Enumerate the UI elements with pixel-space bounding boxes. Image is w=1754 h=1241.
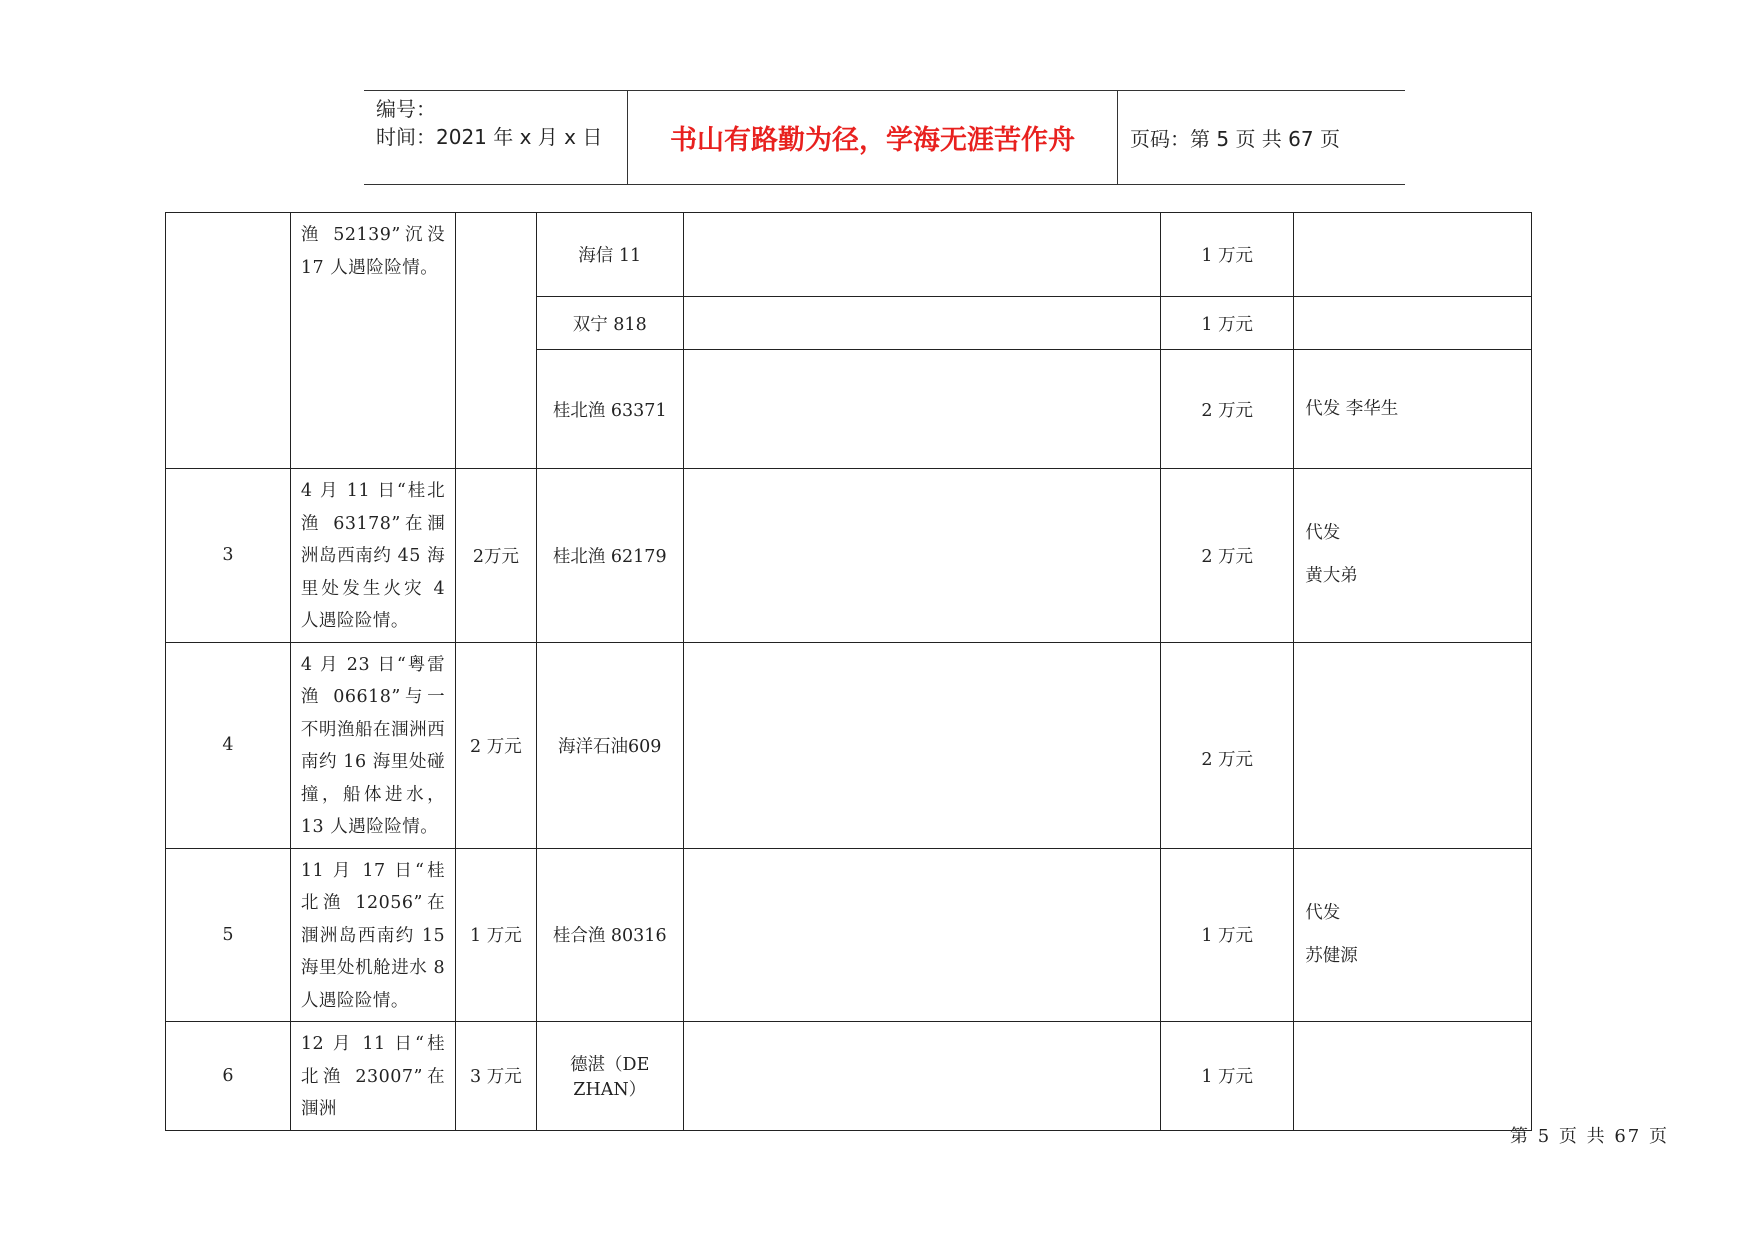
table-row xyxy=(166,642,1532,848)
note-cell xyxy=(1294,297,1532,350)
table-row xyxy=(166,848,1532,1022)
ship-name: 双宁 818 xyxy=(536,297,683,350)
note-cell xyxy=(1294,642,1532,848)
row-number: 3 xyxy=(166,469,291,643)
note-cell xyxy=(1294,848,1532,1022)
header-motto: 书山有路勤为径，学海无涯苦作舟 xyxy=(628,91,1118,184)
blank-cell xyxy=(683,213,1160,297)
blank-cell xyxy=(683,848,1160,1022)
ship-name: 桂合渔 80316 xyxy=(536,848,683,1022)
table-row xyxy=(166,213,1532,297)
note-cell: 代发 李华生 xyxy=(1294,350,1532,469)
ship-name: 桂北渔 62179 xyxy=(536,469,683,643)
table-row xyxy=(166,1022,1532,1131)
ship-name: 海洋石油609 xyxy=(536,642,683,848)
incident-amount: 1 万元 xyxy=(456,848,537,1022)
incident-description: 12 月 11 日“桂北渔 23007”在涠洲 xyxy=(290,1022,455,1131)
incident-amount: 2万元 xyxy=(456,469,537,643)
note-line: 黄大弟 xyxy=(1305,566,1358,587)
ship-name: 海信 11 xyxy=(536,213,683,297)
table-row xyxy=(166,469,1532,643)
ship-name: 桂北渔 63371 xyxy=(536,350,683,469)
incident-amount xyxy=(456,213,537,469)
reward-amount: 1 万元 xyxy=(1161,213,1294,297)
incident-description: 11 月 17 日“桂北渔 12056”在涠洲岛西南约 15 海里处机舱进水 8 人遇险险情。 xyxy=(290,848,455,1022)
reward-amount: 2 万元 xyxy=(1161,642,1294,848)
row-number xyxy=(166,213,291,469)
blank-cell xyxy=(683,297,1160,350)
time-label: 时间：2021 年 x 月 x 日 xyxy=(376,125,603,149)
blank-cell xyxy=(683,1022,1160,1131)
reward-amount: 1 万元 xyxy=(1161,1022,1294,1131)
note-line: 苏健源 xyxy=(1305,945,1358,966)
header-meta xyxy=(364,91,628,184)
note-line: 代发 xyxy=(1305,523,1341,544)
footer-page-number: 第 5 页 共 67 页 xyxy=(1510,1126,1669,1147)
reward-amount: 2 万元 xyxy=(1161,469,1294,643)
note-line: 代发 xyxy=(1305,902,1341,923)
reward-amount: 2 万元 xyxy=(1161,350,1294,469)
ship-name: 德湛（DE ZHAN） xyxy=(536,1022,683,1131)
row-number: 6 xyxy=(166,1022,291,1131)
note-cell xyxy=(1294,469,1532,643)
reward-amount: 1 万元 xyxy=(1161,297,1294,350)
blank-cell xyxy=(683,469,1160,643)
serial-label: 编号： xyxy=(376,97,436,121)
row-number: 4 xyxy=(166,642,291,848)
row-number: 5 xyxy=(166,848,291,1022)
page-header xyxy=(364,90,1405,185)
incident-description: 4 月 23 日“粤雷渔 06618”与一不明渔船在涠洲西南约 16 海里处碰撞，船体进水，13 人遇险险情。 xyxy=(290,642,455,848)
incident-amount: 2 万元 xyxy=(456,642,537,848)
incident-description: 4 月 11 日“桂北渔 63178”在涠洲岛西南约 45 海里处发生火灾 4 人遇险险情。 xyxy=(290,469,455,643)
note-cell xyxy=(1294,213,1532,297)
blank-cell xyxy=(683,350,1160,469)
incident-amount: 3 万元 xyxy=(456,1022,537,1131)
reward-amount: 1 万元 xyxy=(1161,848,1294,1022)
blank-cell xyxy=(683,642,1160,848)
reward-table xyxy=(165,212,1532,1131)
incident-description: 渔 52139”沉没 17 人遇险险情。 xyxy=(290,213,455,469)
note-cell xyxy=(1294,1022,1532,1131)
header-page-number: 页码：第 5 页 共 67 页 xyxy=(1130,127,1340,151)
